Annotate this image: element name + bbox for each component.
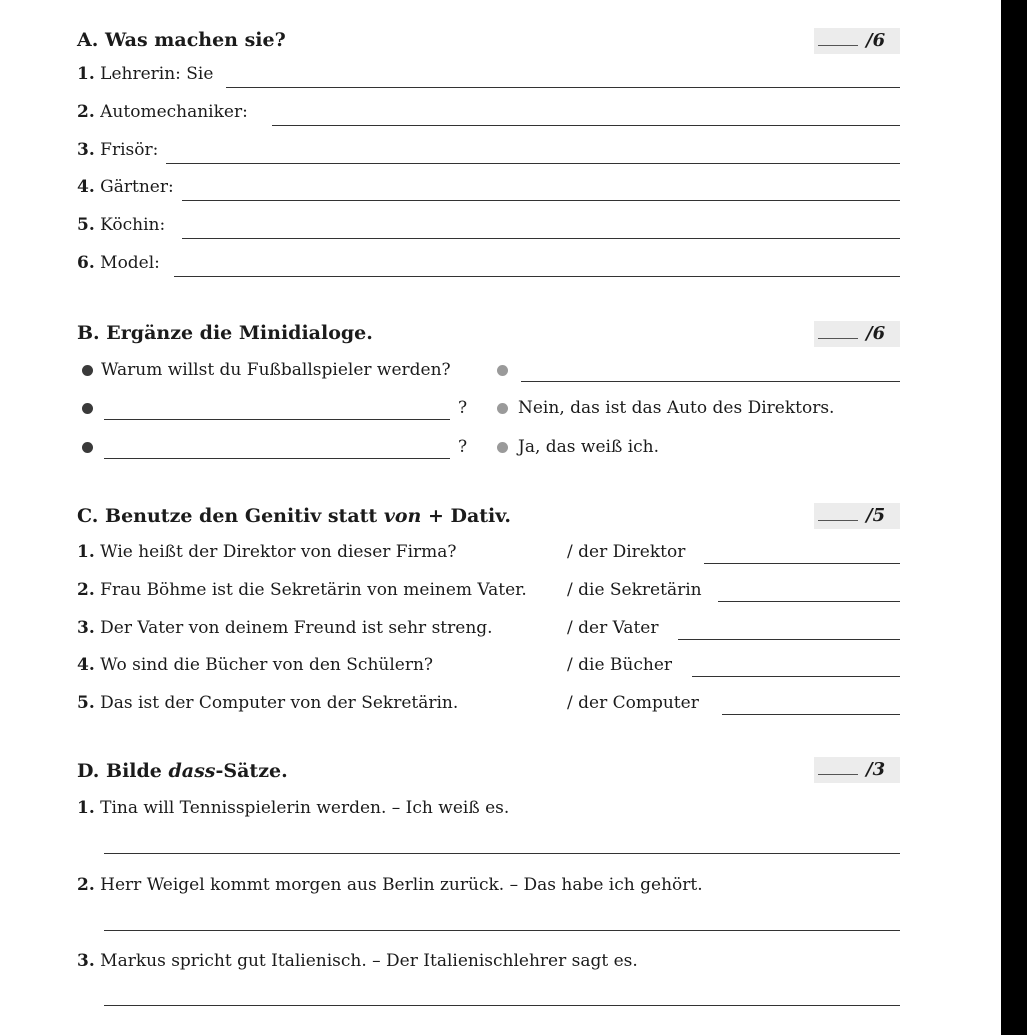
title-text: + Dativ. bbox=[421, 505, 512, 527]
section-b-title: B. Ergänze die Minidialoge. bbox=[77, 322, 373, 344]
item-number: 1. bbox=[77, 64, 95, 84]
answer-line[interactable] bbox=[174, 276, 900, 277]
item-text: Köchin: bbox=[100, 215, 166, 235]
section-d-score bbox=[814, 757, 900, 783]
answer-line[interactable] bbox=[692, 676, 900, 677]
item-text: Wo sind die Bücher von den Schülern? bbox=[100, 655, 434, 675]
item-number: 3. bbox=[77, 140, 95, 160]
answer-line[interactable] bbox=[704, 563, 900, 564]
score-points: /3 bbox=[866, 759, 886, 780]
score-points: /6 bbox=[866, 323, 886, 344]
answer-line[interactable] bbox=[272, 125, 900, 126]
answer-line[interactable] bbox=[182, 200, 900, 201]
score-blank[interactable] bbox=[818, 520, 858, 521]
item-number: 3. bbox=[77, 618, 95, 638]
item-number: 2. bbox=[77, 875, 95, 895]
section-b-score bbox=[814, 321, 900, 347]
section-a-score bbox=[814, 28, 900, 54]
title-italic: von bbox=[383, 505, 422, 527]
section-c-item-1 bbox=[77, 541, 457, 563]
section-a-item-1 bbox=[77, 63, 213, 85]
question-line[interactable] bbox=[104, 458, 450, 459]
speaker-dot-b bbox=[497, 365, 508, 376]
dialog-2-answer: Nein, das ist das Auto des Direktors. bbox=[518, 398, 835, 418]
section-a-title: A. Was machen sie? bbox=[77, 29, 286, 51]
item-text: Markus spricht gut Italienisch. – Der Italienischlehrer sagt es. bbox=[100, 951, 638, 971]
item-number: 1. bbox=[77, 798, 95, 818]
item-text: Wie heißt der Direktor von dieser Firma? bbox=[100, 542, 457, 562]
item-text: Das ist der Computer von der Sekretärin. bbox=[100, 693, 459, 713]
answer-line[interactable] bbox=[718, 601, 900, 602]
score-points: /5 bbox=[866, 505, 886, 526]
section-a-item-3 bbox=[77, 139, 158, 161]
section-a-item-4 bbox=[77, 176, 174, 198]
question-mark: ? bbox=[458, 398, 468, 418]
answer-line[interactable] bbox=[104, 853, 900, 854]
item-text: Model: bbox=[100, 253, 160, 273]
speaker-dot-a bbox=[82, 365, 93, 376]
section-c-item-3 bbox=[77, 617, 493, 639]
speaker-dot-b bbox=[497, 442, 508, 453]
section-d-item-2 bbox=[77, 874, 703, 896]
score-points: /6 bbox=[866, 30, 886, 51]
item-number: 3. bbox=[77, 951, 95, 971]
item-number: 6. bbox=[77, 253, 95, 273]
right-edge-bar bbox=[1001, 0, 1027, 1035]
item-number: 2. bbox=[77, 102, 95, 122]
section-c-hint-3: / der Vater bbox=[567, 618, 659, 638]
item-number: 5. bbox=[77, 215, 95, 235]
item-text: Gärtner: bbox=[100, 177, 174, 197]
item-text: Der Vater von deinem Freund ist sehr streng. bbox=[100, 618, 493, 638]
section-d-item-1 bbox=[77, 797, 509, 819]
item-number: 4. bbox=[77, 177, 95, 197]
section-c-hint-4: / die Bücher bbox=[567, 655, 673, 675]
answer-line[interactable] bbox=[226, 87, 900, 88]
title-text: -Sätze. bbox=[215, 760, 288, 782]
answer-line[interactable] bbox=[104, 1005, 900, 1006]
section-c-title bbox=[77, 504, 511, 528]
item-text: Frau Böhme ist die Sekretärin von meinem Vater. bbox=[100, 580, 527, 600]
item-number: 4. bbox=[77, 655, 95, 675]
item-number: 1. bbox=[77, 542, 95, 562]
title-text: D. Bilde bbox=[77, 760, 169, 782]
question-mark: ? bbox=[458, 437, 468, 457]
section-c-hint-2: / die Sekretärin bbox=[567, 580, 702, 600]
title-italic: dass bbox=[168, 760, 216, 782]
section-a-item-5 bbox=[77, 214, 165, 236]
question-line[interactable] bbox=[104, 419, 450, 420]
answer-line[interactable] bbox=[678, 639, 900, 640]
answer-line[interactable] bbox=[104, 930, 900, 931]
title-text: C. Benutze den Genitiv statt bbox=[77, 505, 384, 527]
item-number: 5. bbox=[77, 693, 95, 713]
section-a-item-6 bbox=[77, 252, 160, 274]
answer-line[interactable] bbox=[166, 163, 900, 164]
answer-line[interactable] bbox=[521, 381, 900, 382]
dialog-3-answer: Ja, das weiß ich. bbox=[518, 437, 660, 457]
dialog-1-question: Warum willst du Fußballspieler werden? bbox=[101, 360, 451, 380]
item-number: 2. bbox=[77, 580, 95, 600]
score-blank[interactable] bbox=[818, 45, 858, 46]
score-blank[interactable] bbox=[818, 338, 858, 339]
item-text: Lehrerin: Sie bbox=[100, 64, 214, 84]
section-d-item-3 bbox=[77, 950, 638, 972]
item-text: Tina will Tennisspielerin werden. – Ich weiß es. bbox=[100, 798, 510, 818]
section-c-score bbox=[814, 503, 900, 529]
section-a-item-2 bbox=[77, 101, 248, 123]
section-d-title bbox=[77, 759, 288, 783]
item-text: Herr Weigel kommt morgen aus Berlin zurück. – Das habe ich gehört. bbox=[100, 875, 703, 895]
speaker-dot-b bbox=[497, 403, 508, 414]
speaker-dot-a bbox=[82, 442, 93, 453]
section-c-hint-1: / der Direktor bbox=[567, 542, 686, 562]
item-text: Frisör: bbox=[100, 140, 159, 160]
section-c-item-2 bbox=[77, 579, 527, 601]
score-blank[interactable] bbox=[818, 774, 858, 775]
speaker-dot-a bbox=[82, 403, 93, 414]
answer-line[interactable] bbox=[182, 238, 900, 239]
section-c-item-5 bbox=[77, 692, 458, 714]
section-c-hint-5: / der Computer bbox=[567, 693, 699, 713]
answer-line[interactable] bbox=[722, 714, 900, 715]
item-text: Automechaniker: bbox=[100, 102, 248, 122]
section-c-item-4 bbox=[77, 654, 433, 676]
